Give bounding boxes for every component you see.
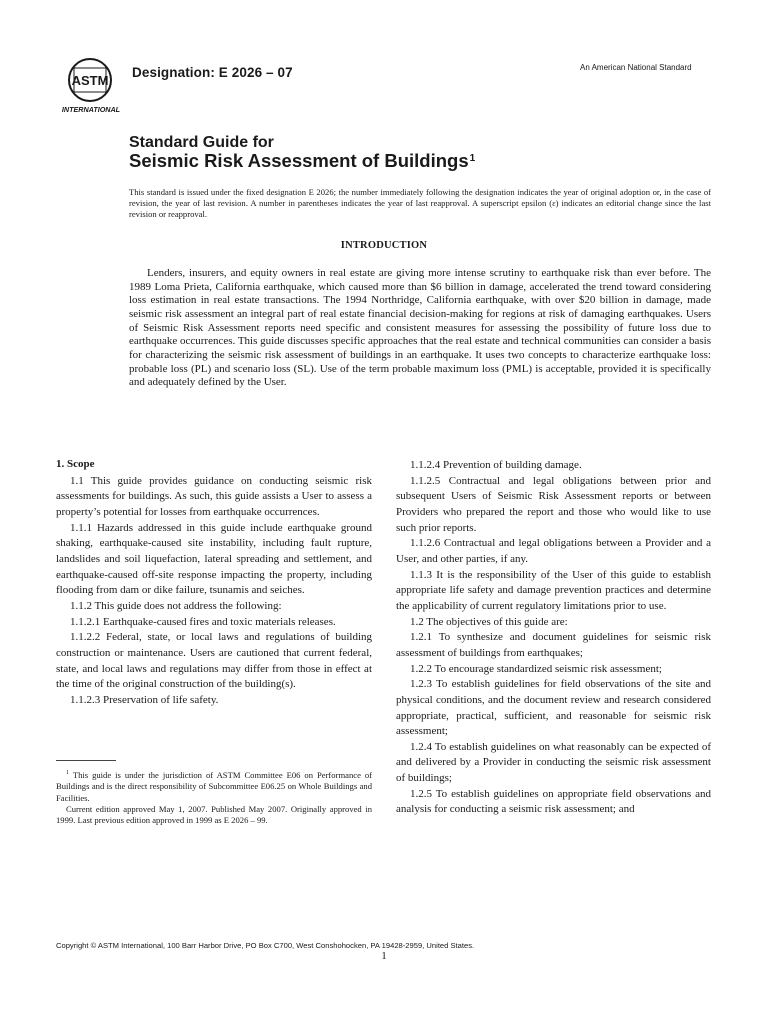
paragraph-1-1-1: 1.1.1 Hazards addressed in this guide include earthquake ground shaking, earthquake-caused site instability, including fault rupture, landslides and soil liquefaction, lateral spreading and settlement, and earthquake-caused off-site response impacting the property, including flooding from dam or dike failure, tsunamis and seiches. <box>56 521 372 597</box>
paragraph-1-1-2-6: 1.1.2.6 Contractual and legal obligations between a Provider and a User, and other parties, if any. <box>396 537 711 565</box>
paragraph-1-2: 1.2 The objectives of this guide are: <box>410 615 568 628</box>
national-standard-label: An American National Standard <box>580 63 692 72</box>
paragraph-1-1-2-4: 1.1.2.4 Prevention of building damage. <box>410 459 582 471</box>
paragraph-1-1-2-2: 1.1.2.2 Federal, state, or local laws and regulations of building construction or maintenance. Users are cautioned that current federal, state, and local laws and regulations may differ from those in effect at the time of the original construction of the building(s). <box>56 631 372 691</box>
introduction-heading: INTRODUCTION <box>340 240 428 251</box>
left-column <box>56 457 372 709</box>
astm-logo <box>60 54 124 116</box>
footnote-mark: 1 <box>66 770 69 776</box>
page-number: 1 <box>381 950 387 962</box>
footnote-edition: Current edition approved May 1, 2007. Published May 2007. Originally approved in 1999. Last previous edition approved in 1999 as E 2026 – 99. <box>56 804 372 826</box>
footnote-jurisdiction-text: This guide is under the jurisdiction of ASTM Committee E06 on Performance of Buildings and is the direct responsibility of Subcommittee E06.25 on Whole Buildings and Facilities. <box>56 769 373 803</box>
paragraph-1-2-1: 1.2.1 To synthesize and document guidelines for seismic risk assessment of buildings from earthquakes; <box>396 631 711 659</box>
logo-letters: ASTM <box>71 73 109 88</box>
paragraph-1-1-3: 1.1.3 It is the responsibility of the User of this guide to establish appropriate life safety and damage prevention practices and determine the applicability of current regulatory limitations prior to use. <box>396 568 711 612</box>
paragraph-1-1-2-3: 1.1.2.3 Preservation of life safety. <box>70 693 219 706</box>
title-text: Seismic Risk Assessment of Buildings <box>129 150 469 171</box>
title-line-1: Standard Guide for <box>129 134 274 151</box>
copyright-notice: Copyright © ASTM International, 100 Barr Harbor Drive, PO Box C700, West Conshohocken, PA 19428-2959, United States. <box>56 941 475 950</box>
footnotes <box>56 768 372 827</box>
title-line-2 <box>129 150 475 172</box>
paragraph-1-1: 1.1 This guide provides guidance on conducting seismic risk assessments for buildings. As such, this guide assists a User to assess a property’s potential for losses from earthquake occurrences. <box>56 474 372 518</box>
paragraph-1-2-4: 1.2.4 To establish guidelines on what reasonably can be expected of and delivered by a Provider in conducting the seismic risk assessment of buildings; <box>396 740 711 785</box>
paragraph-1-1-2-5: 1.1.2.5 Contractual and legal obligations between prior and subsequent Users of Seismic Risk Assessment reports or between Providers who prepared the report and those who would like to use such prior reports. <box>396 474 711 534</box>
footnote-jurisdiction <box>56 768 372 804</box>
title-footnote-mark: 1 <box>469 153 476 164</box>
scope-heading: 1. Scope <box>56 458 95 470</box>
paragraph-1-2-5: 1.2.5 To establish guidelines on appropriate field observations and analysis for conducting a seismic risk assessment; and <box>396 787 711 816</box>
paragraph-1-1-2: 1.1.2 This guide does not address the following: <box>70 599 282 612</box>
designation: Designation: E 2026 – 07 <box>132 65 293 80</box>
right-column <box>396 458 711 818</box>
issue-note: This standard is issued under the fixed designation E 2026; the number immediately following the designation indicates the year of original adoption or, in the case of revision, the year of last revision. A number in parentheses indicates the year of last reapproval. A superscript epsilon (ε) indicates an editorial change since the last revision or reapproval. <box>129 187 711 220</box>
paragraph-1-2-3: 1.2.3 To establish guidelines for field observations of the site and physical conditions, and the document review and research considered appropriate, practical, sufficient, and reasonable for seismic risk assessment; <box>396 678 711 738</box>
paragraph-1-2-2: 1.2.2 To encourage standardized seismic risk assessment; <box>410 662 662 675</box>
introduction-paragraph: Lenders, insurers, and equity owners in real estate are giving more intense scrutiny to earthquake risk than ever before. The 1989 Loma Prieta, California earthquake, which caused more than $6 billion in damage, accelerated the trend toward considering loss estimation in real estate transactions. The 1994 Northridge, California earthquake, with over $20 billion in damage, made seismic risk assessment an integral part of real estate financial decision-making for regions at risk of damaging earthquakes. Users of Seismic Risk Assessment reports need specific and consistent measures for assessing the possibility of future loss due to earthquake occurrences. This guide discusses specific approaches that the real estate and technical communities can consider a basis for characterizing the seismic risk assessment of buildings in an earthquake. It uses two concepts to characterize earthquake loss: probable loss (PL) and scenario loss (SL). Use of the term probable maximum loss (PML) is acceptable, provided it is specifically and adequately defined by the User. <box>129 267 711 389</box>
paragraph-1-1-2-1: 1.1.2.1 Earthquake-caused fires and toxic materials releases. <box>70 615 336 628</box>
footnote-divider <box>56 760 116 761</box>
logo-subtext: INTERNATIONAL <box>61 105 121 114</box>
